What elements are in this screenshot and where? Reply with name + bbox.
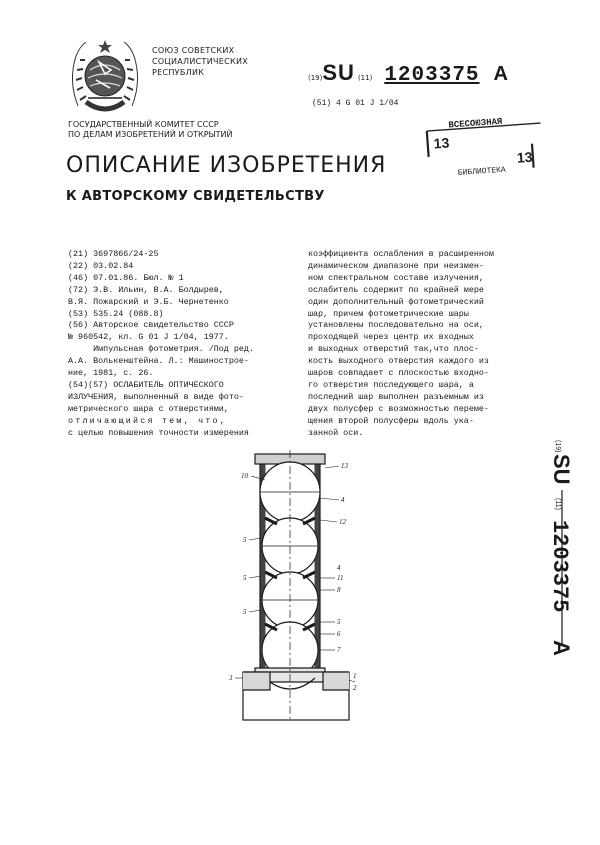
biblio-line: (72) Э.В. Ильин, В.А. Болдырев,	[68, 284, 224, 295]
claim-line: динамическом диапазоне при неизмен-	[308, 260, 484, 271]
claim-line: го отверстия последующего шара, а	[308, 379, 474, 390]
ussr-line-1: СОЮЗ СОВЕТСКИХ	[152, 46, 235, 55]
document-subtitle: К АВТОРСКОМУ СВИДЕТЕЛЬСТВУ	[66, 189, 325, 204]
claim-line: щения второй полусферы вдоль ука-	[308, 415, 474, 426]
biblio-line: № 960542, кл. G 01 J 1/04, 1977.	[68, 332, 229, 343]
biblio-line: ИЗЛУЧЕНИЯ, выполненный в виде фото-	[68, 391, 244, 402]
biblio-line-spaced: отличающийся тем, что,	[68, 415, 227, 426]
biblio-line: метрического шара с отверстиями,	[68, 403, 229, 414]
fig-label-4: 4	[341, 496, 345, 504]
state-emblem	[66, 36, 144, 118]
biblio-line: (22) 03.02.84	[68, 260, 134, 271]
fig-label-5: 5	[243, 608, 247, 616]
fig-label-3: 3	[229, 674, 233, 682]
code-19: (19)	[308, 74, 323, 82]
biblio-line: Импульсная фотометрия. /Под ред.	[68, 344, 254, 355]
ussr-line-2: СОЦИАЛИСТИЧЕСКИХ	[152, 57, 249, 66]
fig-label-5: 5	[337, 618, 341, 626]
kind-code: A	[493, 63, 508, 85]
fig-label-4: 4	[337, 564, 341, 572]
claim-line: двух полусфер с возможностью переме-	[308, 403, 489, 414]
committee-line-1: ГОСУДАРСТВЕННЫЙ КОМИТЕТ СССР	[68, 120, 219, 129]
fig-label-12: 12	[339, 518, 346, 526]
fig-label-6: 6	[337, 630, 341, 638]
claim-line: проходящей через центр их входных	[308, 332, 474, 343]
side-country: SU	[549, 454, 574, 485]
fig-label-5: 5	[243, 574, 247, 582]
stamp-top-text: ВСЕСОЮЗНАЯ	[448, 116, 503, 131]
claim-line: установлены последовательно на оси,	[308, 320, 484, 331]
ipc-classification: (51) 4 G 01 J 1/04	[312, 99, 399, 108]
biblio-line: (46) 07.01.86. Бюл. № 1	[68, 272, 184, 283]
side-kind: A	[549, 640, 574, 656]
ussr-title	[152, 45, 248, 78]
biblio-line: (53) 535.24 (088.8)	[68, 308, 164, 319]
claim-line: коэффициента ослабления в расширенном	[308, 249, 494, 259]
fig-label-2: 2	[353, 684, 357, 692]
committee-line-2: ПО ДЕЛАМ ИЗОБРЕТЕНИЙ И ОТКРЫТИЙ	[68, 130, 233, 139]
fig-label-11: 11	[337, 574, 344, 582]
biblio-line: (56) Авторское свидетельство СССР	[68, 320, 234, 331]
claim-line: шаров совпадает с плоскостью входно-	[308, 368, 489, 379]
claim-line: последний шар выполнен разъемным из	[308, 391, 484, 402]
side-code-19: (19)	[554, 440, 561, 453]
side-number: 1203375	[547, 520, 572, 613]
fig-label-5: 5	[243, 536, 247, 544]
bibliographic-data	[68, 249, 282, 440]
biblio-line: с целью повышения точности измерения	[68, 427, 249, 438]
claim-line: ослабитель содержит по крайней мере	[308, 284, 484, 295]
patent-number: 1203375	[384, 64, 480, 87]
fig-label-13: 13	[341, 462, 348, 470]
country-code: SU	[322, 60, 355, 85]
claim-text	[308, 249, 534, 440]
document-title: ОПИСАНИЕ ИЗОБРЕТЕНИЯ	[66, 153, 387, 178]
claim-line: один дополнительный фотометрический	[308, 296, 484, 307]
stamp-number-left: 13	[433, 134, 450, 152]
claim-line: ном спектральном составе излучения,	[308, 272, 484, 283]
committee-name	[68, 120, 232, 140]
claim-line: занной оси.	[308, 427, 364, 438]
claim-line: шар, причем фотометрические шары	[308, 308, 469, 319]
biblio-line: А.А. Волькенштейна. Л.: Машинострое-	[68, 356, 249, 367]
side-patent-number	[532, 440, 574, 670]
publication-number	[308, 60, 508, 88]
claim-line: кость выходного отверстия каждого из	[308, 356, 489, 367]
code-11: (11)	[357, 74, 373, 82]
biblio-line: (21) 3697866/24-25	[68, 249, 159, 259]
technical-drawing	[225, 450, 360, 720]
claim-line: и выходных отверстий так,что плос-	[308, 344, 479, 355]
biblio-line: ние, 1981, с. 26.	[68, 368, 154, 379]
fig-label-1: 1	[353, 672, 357, 680]
ussr-line-3: РЕСПУБЛИК	[152, 68, 205, 77]
library-stamp	[420, 113, 550, 179]
biblio-line: (54)(57) ОСЛАБИТЕЛЬ ОПТИЧЕСКОГО	[68, 379, 224, 390]
fig-label-8: 8	[337, 586, 341, 594]
side-code-11: (11)	[554, 498, 561, 510]
stamp-bottom-text: БИБЛИОТЕКА	[457, 165, 507, 178]
fig-label-7: 7	[337, 646, 341, 654]
fig-label-10: 10	[241, 472, 248, 480]
biblio-line: В.Я. Пожарский и Э.Б. Чернетенко	[68, 296, 229, 307]
stamp-number-right: 13	[516, 148, 533, 166]
